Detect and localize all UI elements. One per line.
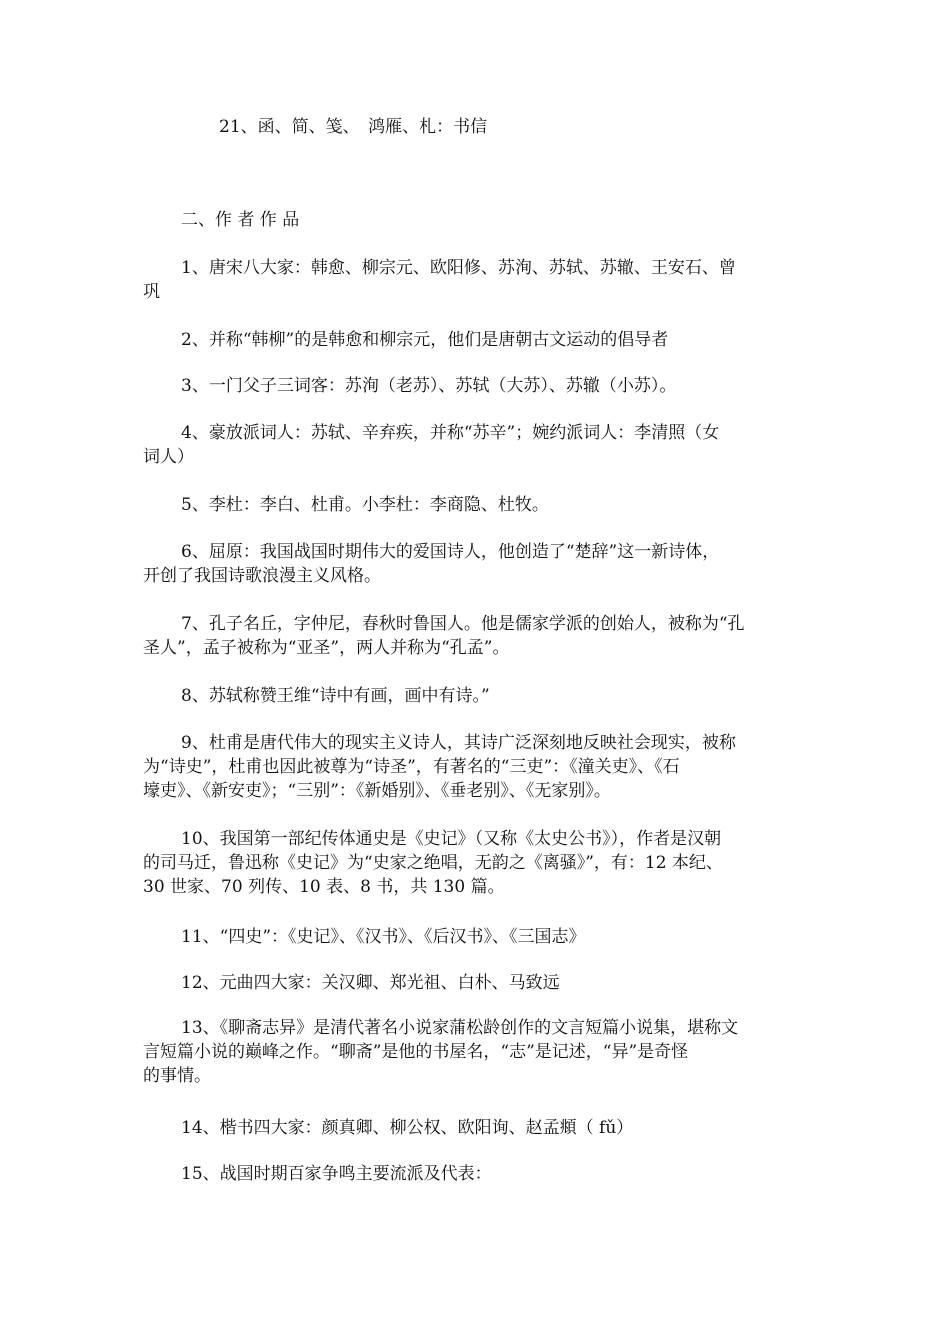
item-line: 11、“四史”：《史记》、《汉书》、《后汉书》、《三国志》 [181, 927, 586, 947]
item-line: 13、《聊斋志异》是清代著名小说家蒲松龄创作的文言短篇小说集，堪称文 [181, 1018, 739, 1038]
item-line: 7、孔子名丘，字仲尼，春秋时鲁国人。他是儒家学派的创始人，被称为“孔 [181, 614, 745, 634]
item-line: 2、并称“韩柳”的是韩愈和柳宗元，他们是唐朝古文运动的倡导者 [181, 330, 669, 350]
item-line: 30 世家、70 列传、10 表、8 书，共 130 篇。 [143, 877, 505, 897]
item-line: 言短篇小说的巅峰之作。“聊斋”是他的书屋名，“志”是记述，“异”是奇怪 [143, 1042, 689, 1062]
item-line: 的司马迁，鲁迅称《史记》为“史家之绝唱，无韵之《离骚》”，有：12 本纪、 [143, 853, 723, 873]
item-line: 壕吏》、《新安吏》；“三别”：《新婚别》、《垂老别》、《无家别》。 [143, 781, 611, 801]
item-line: 为“诗史”，杜甫也因此被尊为“诗圣”，有著名的“三吏”：《潼关吏》、《石 [143, 757, 680, 777]
item-15 [143, 1162, 813, 1186]
item-line: 10、我国第一部纪传体通史是《史记》（又称《太史公书》），作者是汉朝 [181, 829, 722, 849]
item-8 [143, 684, 813, 708]
item-line: 3、一门父子三词客：苏洵（老苏）、苏轼（大苏）、苏辙（小苏）。 [181, 376, 677, 396]
item-line: 9、杜甫是唐代伟大的现实主义诗人，其诗广泛深刻地反映社会现实，被称 [181, 733, 736, 753]
item-line: 巩 [143, 282, 160, 302]
item-5 [143, 493, 813, 517]
item-9 [143, 731, 813, 803]
item-line: 15、战国时期百家争鸣主要流派及代表： [181, 1164, 492, 1184]
item-line: 的事情。 [143, 1066, 211, 1086]
item-11 [143, 925, 813, 949]
item-line: 词人） [143, 447, 194, 467]
item-line: 5、李杜：李白、杜甫。小李杜：李商隐、杜牧。 [181, 495, 549, 515]
item-12 [143, 971, 813, 995]
item-line: 开创了我国诗歌浪漫主义风格。 [143, 566, 381, 586]
item-21: 21、函、简、笺、 鸿雁、札：书信 [219, 117, 488, 137]
item-line: 1、唐宋八大家：韩愈、柳宗元、欧阳修、苏洵、苏轼、苏辙、王安石、曾 [181, 258, 736, 278]
section-heading: 二、作 者 作 品 [181, 210, 300, 230]
item-1 [143, 256, 813, 304]
item-10 [143, 827, 813, 899]
item-4 [143, 421, 813, 469]
item-3 [143, 374, 813, 398]
item-line: 8、苏轼称赞王维“诗中有画，画中有诗。” [181, 686, 490, 706]
item-line: 6、屈原：我国战国时期伟大的爱国诗人，他创造了“楚辞”这一新诗体， [181, 542, 720, 562]
item-line: 圣人”，孟子被称为“亚圣”，两人并称为“孔孟”。 [143, 638, 510, 658]
item-13 [143, 1016, 813, 1088]
item-6 [143, 540, 813, 588]
item-14 [143, 1116, 813, 1140]
item-2 [143, 328, 813, 352]
item-line: 4、豪放派词人：苏轼、辛弃疾，并称“苏辛”；婉约派词人：李清照（女 [181, 423, 720, 443]
item-line: 12、元曲四大家：关汉卿、郑光祖、白朴、马致远 [181, 973, 560, 993]
item-7 [143, 612, 813, 660]
item-line: 14、楷书四大家：颜真卿、柳公权、欧阳询、赵孟頫（ fǔ） [181, 1118, 634, 1138]
